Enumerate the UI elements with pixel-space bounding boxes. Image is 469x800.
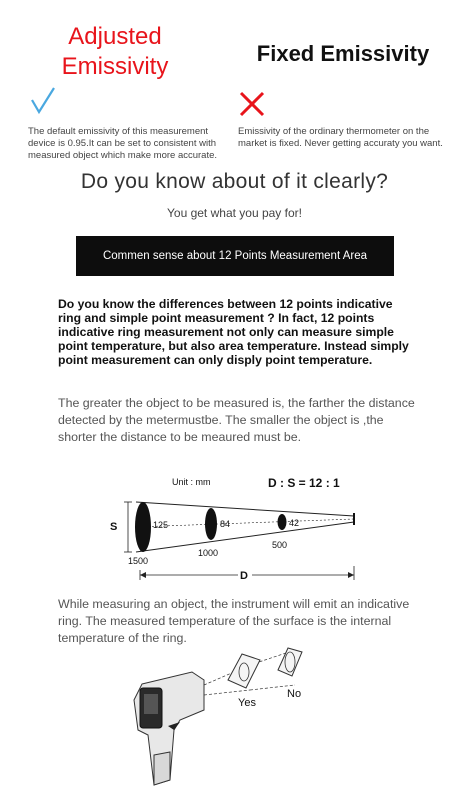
distance-500: 500 xyxy=(272,540,288,550)
cross-icon xyxy=(238,90,266,118)
adjusted-emissivity-title: Adjusted Emissivity xyxy=(61,23,169,80)
distance-1500: 1500 xyxy=(128,556,149,566)
spot-500 xyxy=(278,514,287,530)
spot-diameter-84: 84 xyxy=(220,519,231,529)
s-label: S xyxy=(110,521,118,533)
thermometer-illustration xyxy=(120,640,350,800)
distance-paragraph: The greater the object to be measured is, the farther the distance detected by the metermustbe. The smaller the object is ,the shorter the distance to be meaured must be. xyxy=(58,396,415,444)
section-banner: Commen sense about 12 Points Measurement Area xyxy=(76,236,394,276)
check-icon xyxy=(30,86,56,116)
no-label: No xyxy=(287,688,302,700)
page-subheadline: You get what you pay for! xyxy=(167,206,302,220)
ratio-label: D : S = 12 : 1 xyxy=(268,476,340,490)
adjusted-emissivity-description: The default emissivity of this measurement device is 0.95.It can be set to consistent with measured object which make more accurate. xyxy=(28,126,218,161)
spot-1000 xyxy=(205,508,217,540)
spot-1500 xyxy=(135,502,151,552)
fixed-emissivity-description: Emissivity of the ordinary thermometer on the market is fixed. Never getting accuraty you want. xyxy=(238,126,443,149)
d-label: D xyxy=(240,570,248,582)
yes-label: Yes xyxy=(238,697,256,709)
fixed-emissivity-title: Fixed Emissivity xyxy=(256,41,430,66)
thermometer-icon xyxy=(134,672,204,785)
differences-paragraph: Do you know the differences between 12 points indicative ring and simple point measurement ? In fact, 12 points indicative ring measurement not only can measure simple point temperature, but also area temperature. Instead simply point measurement can only disply point temperature. xyxy=(58,297,409,367)
page-headline: Do you know about of it clearly? xyxy=(80,170,389,193)
target-plate-yes xyxy=(228,654,260,688)
distance-spot-diagram xyxy=(100,470,370,590)
spot-diameter-125: 125 xyxy=(153,520,169,530)
ring-paragraph: While measuring an object, the instrument will emit an indicative ring. The measured temperature of the surface is the internal temperature of the ring. xyxy=(58,597,410,645)
unit-label: Unit : mm xyxy=(172,477,211,487)
distance-1000: 1000 xyxy=(198,548,219,558)
spot-diameter-42: 42 xyxy=(289,518,300,528)
